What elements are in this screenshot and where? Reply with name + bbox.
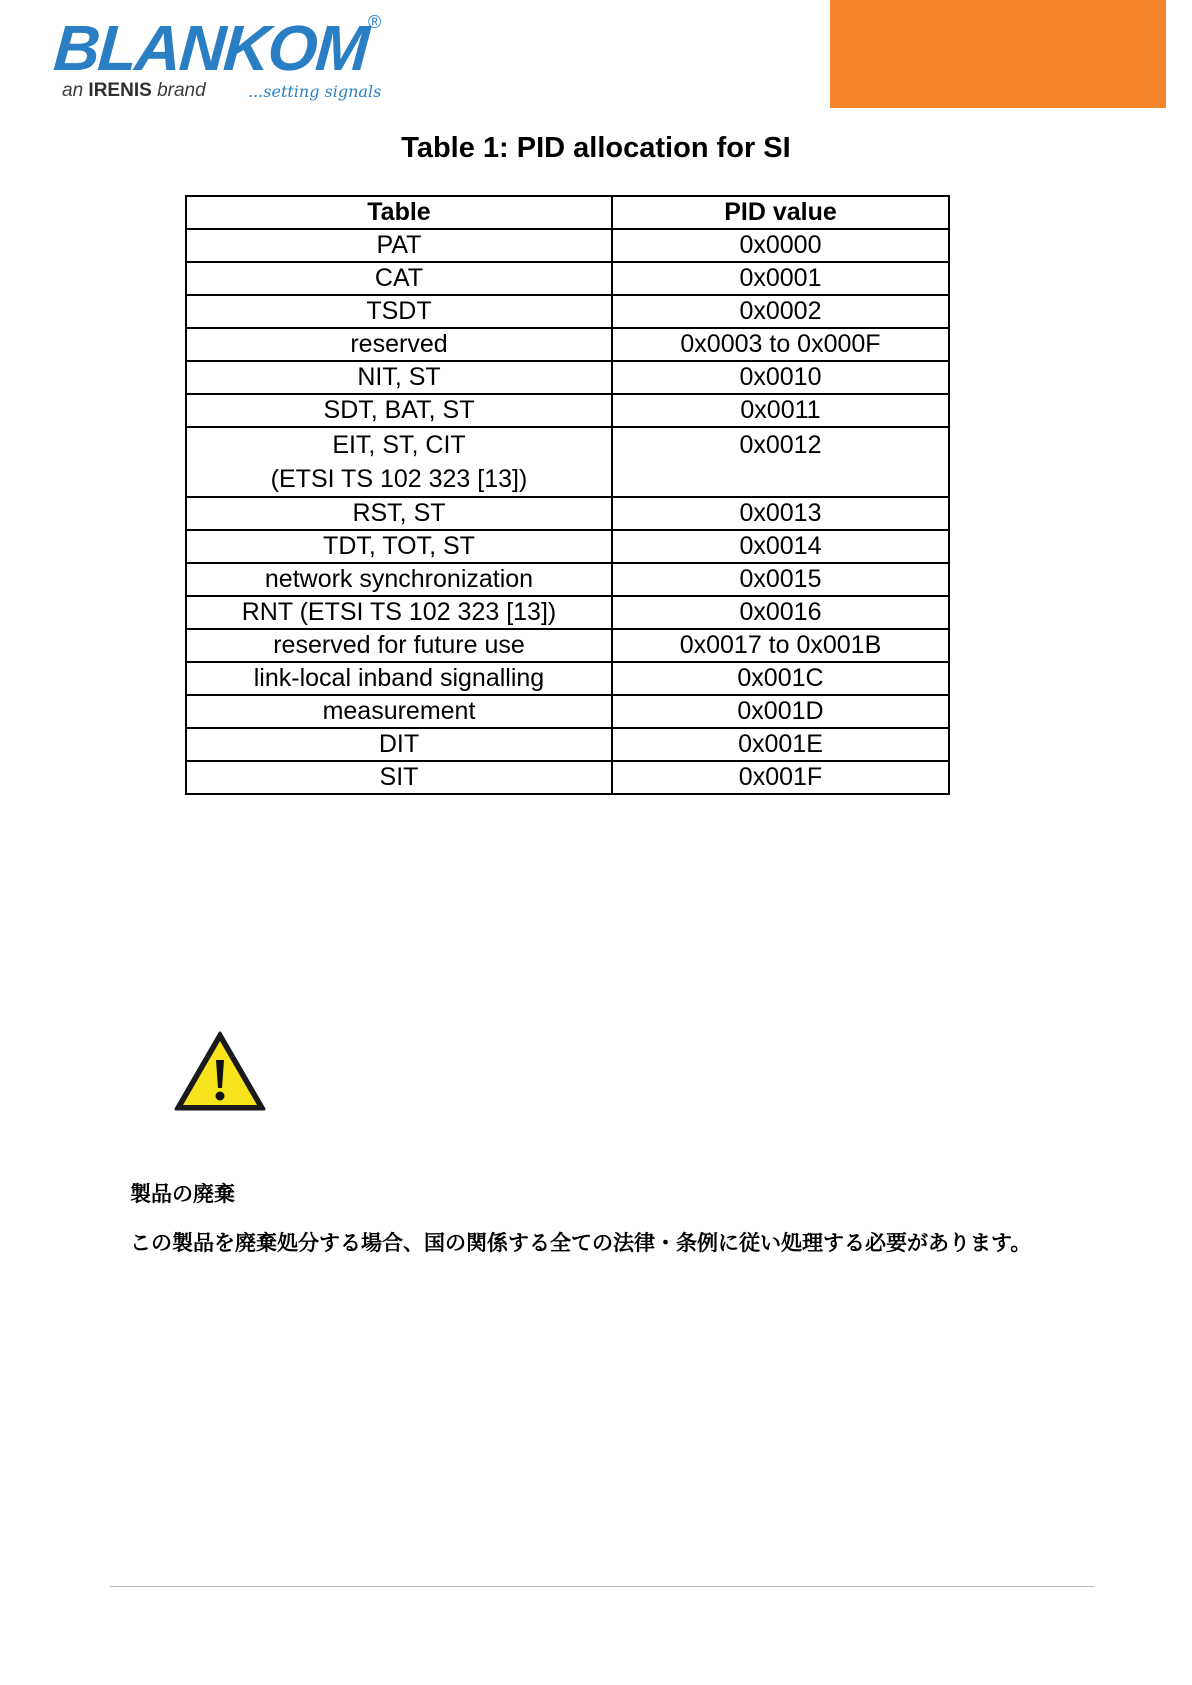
- cell-table-name: DIT: [186, 728, 612, 761]
- cell-table-name: SIT: [186, 761, 612, 794]
- cell-table-name: measurement: [186, 695, 612, 728]
- logo-tagline: ...setting signals: [248, 82, 382, 101]
- cell-table-name: [186, 427, 612, 497]
- table-row: [186, 361, 949, 394]
- cell-pid-value: 0x001D: [612, 695, 949, 728]
- cell-table-name: TDT, TOT, ST: [186, 530, 612, 563]
- table-row: [186, 761, 949, 794]
- cell-table-name: NIT, ST: [186, 361, 612, 394]
- footer-divider: [110, 1586, 1094, 1587]
- logo-sub-suffix: brand: [157, 80, 206, 101]
- cell-pid-value: 0x0010: [612, 361, 949, 394]
- logo-subtitle: [62, 80, 206, 102]
- table-row: [186, 530, 949, 563]
- disposal-heading: 製品の廃棄: [130, 1181, 235, 1206]
- logo-sub-prefix: an: [62, 80, 84, 101]
- brand-logo: [48, 10, 388, 102]
- table-row: [186, 695, 949, 728]
- cell-table-name: reserved for future use: [186, 629, 612, 662]
- cell-pid-value: 0x0003 to 0x000F: [612, 328, 949, 361]
- cell-pid-value: 0x0000: [612, 229, 949, 262]
- cell-table-name-line1: EIT, ST, CIT: [332, 431, 466, 459]
- table-row: [186, 563, 949, 596]
- table-row: [186, 295, 949, 328]
- cell-table-name: link-local inband signalling: [186, 662, 612, 695]
- header-accent-block: [830, 0, 1166, 108]
- cell-pid-value: 0x001E: [612, 728, 949, 761]
- logo-registered-mark: ®: [368, 12, 382, 32]
- table-row: [186, 328, 949, 361]
- cell-pid-value: 0x0017 to 0x001B: [612, 629, 949, 662]
- cell-table-name: network synchronization: [186, 563, 612, 596]
- cell-pid-value: 0x0001: [612, 262, 949, 295]
- cell-table-name-line2: (ETSI TS 102 323 [13]): [270, 465, 528, 493]
- cell-table-name: PAT: [186, 229, 612, 262]
- table-title: Table 1: PID allocation for SI: [401, 132, 791, 164]
- cell-pid-value: 0x0014: [612, 530, 949, 563]
- cell-table-name: RNT (ETSI TS 102 323 [13]): [186, 596, 612, 629]
- cell-pid-value: 0x0002: [612, 295, 949, 328]
- table-row: [186, 728, 949, 761]
- cell-pid-value: 0x0016: [612, 596, 949, 629]
- table-row: [186, 629, 949, 662]
- table-row: [186, 262, 949, 295]
- cell-table-name: RST, ST: [186, 497, 612, 530]
- table-header-row: [186, 196, 949, 229]
- table-row: [186, 229, 949, 262]
- column-header-pid: PID value: [612, 196, 949, 229]
- cell-pid-value: 0x0013: [612, 497, 949, 530]
- logo-sub-brand: IRENIS: [88, 80, 152, 101]
- pid-allocation-table: [185, 195, 950, 795]
- disposal-text: この製品を廃棄処分する場合、国の関係する全ての法律・条例に従い処理する必要があります。: [130, 1230, 1032, 1255]
- table-row: [186, 596, 949, 629]
- cell-pid-value: 0x001C: [612, 662, 949, 695]
- cell-pid-value: 0x0015: [612, 563, 949, 596]
- cell-table-name: SDT, BAT, ST: [186, 394, 612, 427]
- warning-triangle-icon: [173, 1030, 267, 1112]
- table-row: [186, 394, 949, 427]
- table-row: [186, 662, 949, 695]
- column-header-table: Table: [186, 196, 612, 229]
- cell-pid-value: 0x0011: [612, 394, 949, 427]
- table-row: [186, 497, 949, 530]
- cell-table-name: TSDT: [186, 295, 612, 328]
- cell-pid-value: 0x0012: [612, 427, 949, 497]
- cell-pid-value: 0x001F: [612, 761, 949, 794]
- table-body: [186, 229, 949, 794]
- logo-wordmark: BLANKOM: [51, 12, 370, 84]
- cell-table-name: reserved: [186, 328, 612, 361]
- table-row: [186, 427, 949, 497]
- cell-table-name: CAT: [186, 262, 612, 295]
